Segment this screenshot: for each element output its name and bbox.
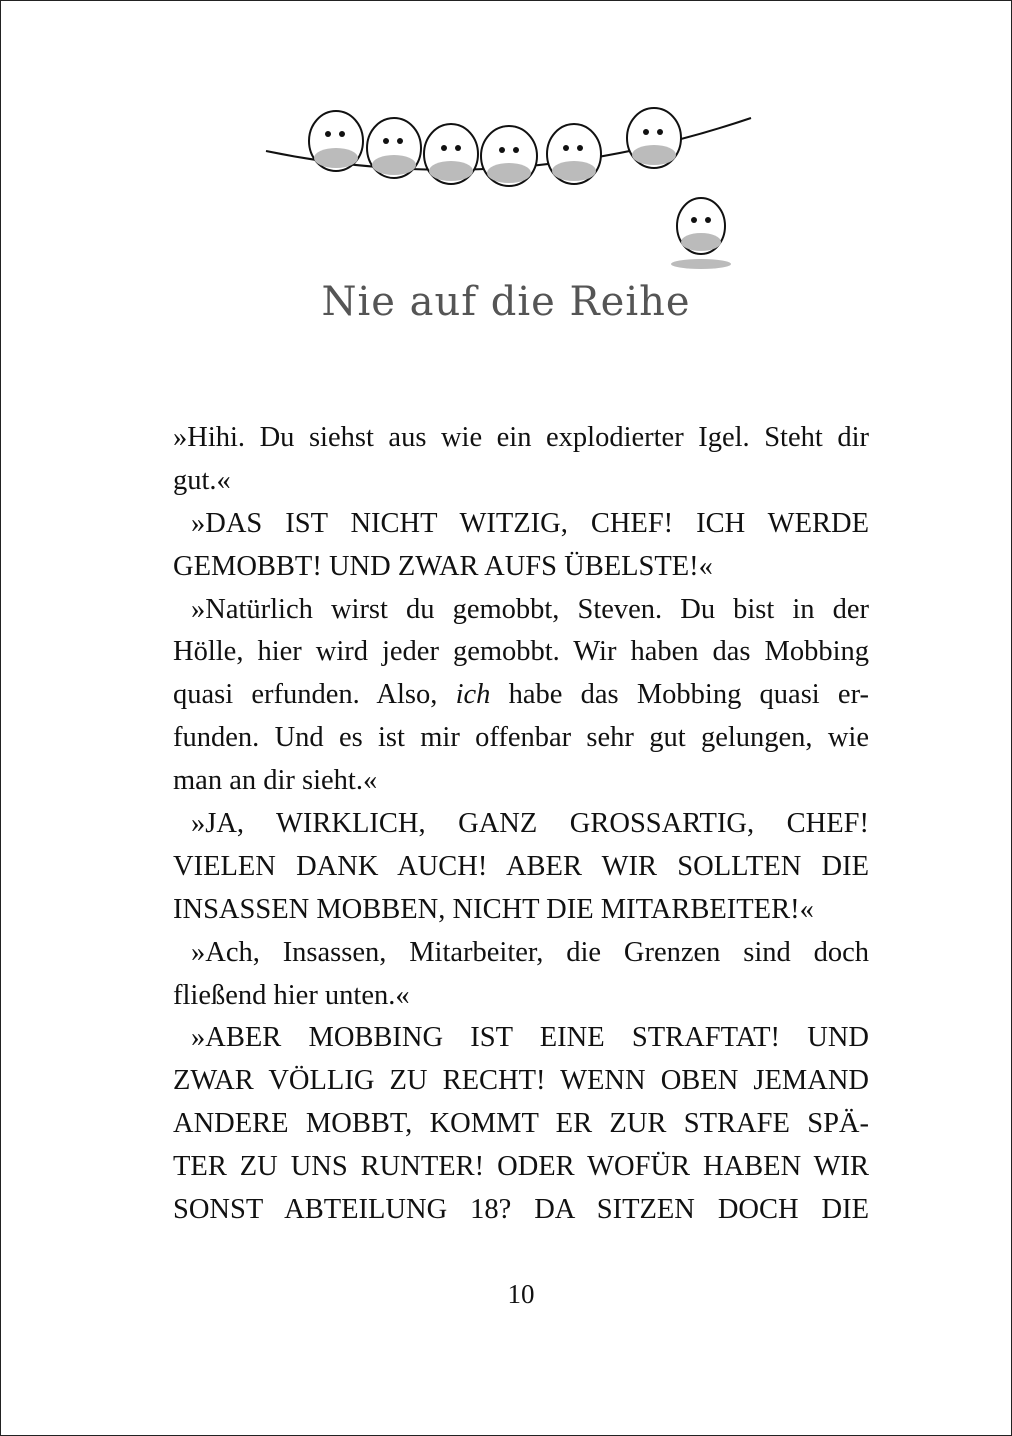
text-line: INSASSEN MOBBEN, NICHT DIE MITARBEITER!« xyxy=(173,893,814,925)
text-line: GEMOBBT! UND ZWAR AUFS ÜBELSTE!« xyxy=(173,550,713,582)
page-number: 10 xyxy=(507,1279,535,1309)
text-segment: habe das Mobbing quasi er- xyxy=(490,679,869,711)
text-line: ANDERE MOBBT, KOMMT ER ZUR STRAFE SPÄ- xyxy=(173,1108,869,1140)
text-line: »Natürlich wirst du gemobbt, Steven. Du bist in der xyxy=(191,593,869,625)
text-line: SONST ABTEILUNG 18? DA SITZEN DOCH DIE xyxy=(173,1194,869,1226)
text-line xyxy=(173,674,869,717)
text-line: funden. Und es ist mir offenbar sehr gut gelungen, wie xyxy=(173,722,869,754)
text-line: VIELEN DANK AUCH! ABER WIR SOLLTEN DIE xyxy=(173,850,869,882)
chapter-title: Nie auf die Reihe xyxy=(321,279,691,325)
text-line: »Hihi. Du siehst aus wie ein explodierter Igel. Steht dir xyxy=(173,422,869,453)
text-line: »ABER MOBBING IST EINE STRAFTAT! UND xyxy=(191,1022,869,1054)
text-line: »DAS IST NICHT WITZIG, CHEF! ICH WERDE xyxy=(191,507,869,539)
italic-text: ich xyxy=(455,679,491,711)
text-line: gut.« xyxy=(173,464,231,496)
text-line: TER ZU UNS RUNTER! ODER WOFÜR HABEN WIR xyxy=(173,1151,869,1183)
body-text xyxy=(173,417,869,1232)
text-line: »JA, WIRKLICH, GANZ GROSSARTIG, CHEF! xyxy=(191,808,869,840)
text-segment: quasi erfunden. Also, xyxy=(173,679,456,711)
text-line: ZWAR VÖLLIG ZU RECHT! WENN OBEN JEMAND xyxy=(173,1065,869,1097)
text-line: man an dir sieht.« xyxy=(173,765,378,797)
text-line: fließend hier unten.« xyxy=(173,979,410,1011)
birds-on-wire-illustration xyxy=(256,96,756,276)
text-line: »Ach, Insassen, Mitarbeiter, die Grenzen sind doch xyxy=(191,936,869,968)
text-line: Hölle, hier wird jeder gemobbt. Wir haben das Mobbing xyxy=(173,636,869,668)
